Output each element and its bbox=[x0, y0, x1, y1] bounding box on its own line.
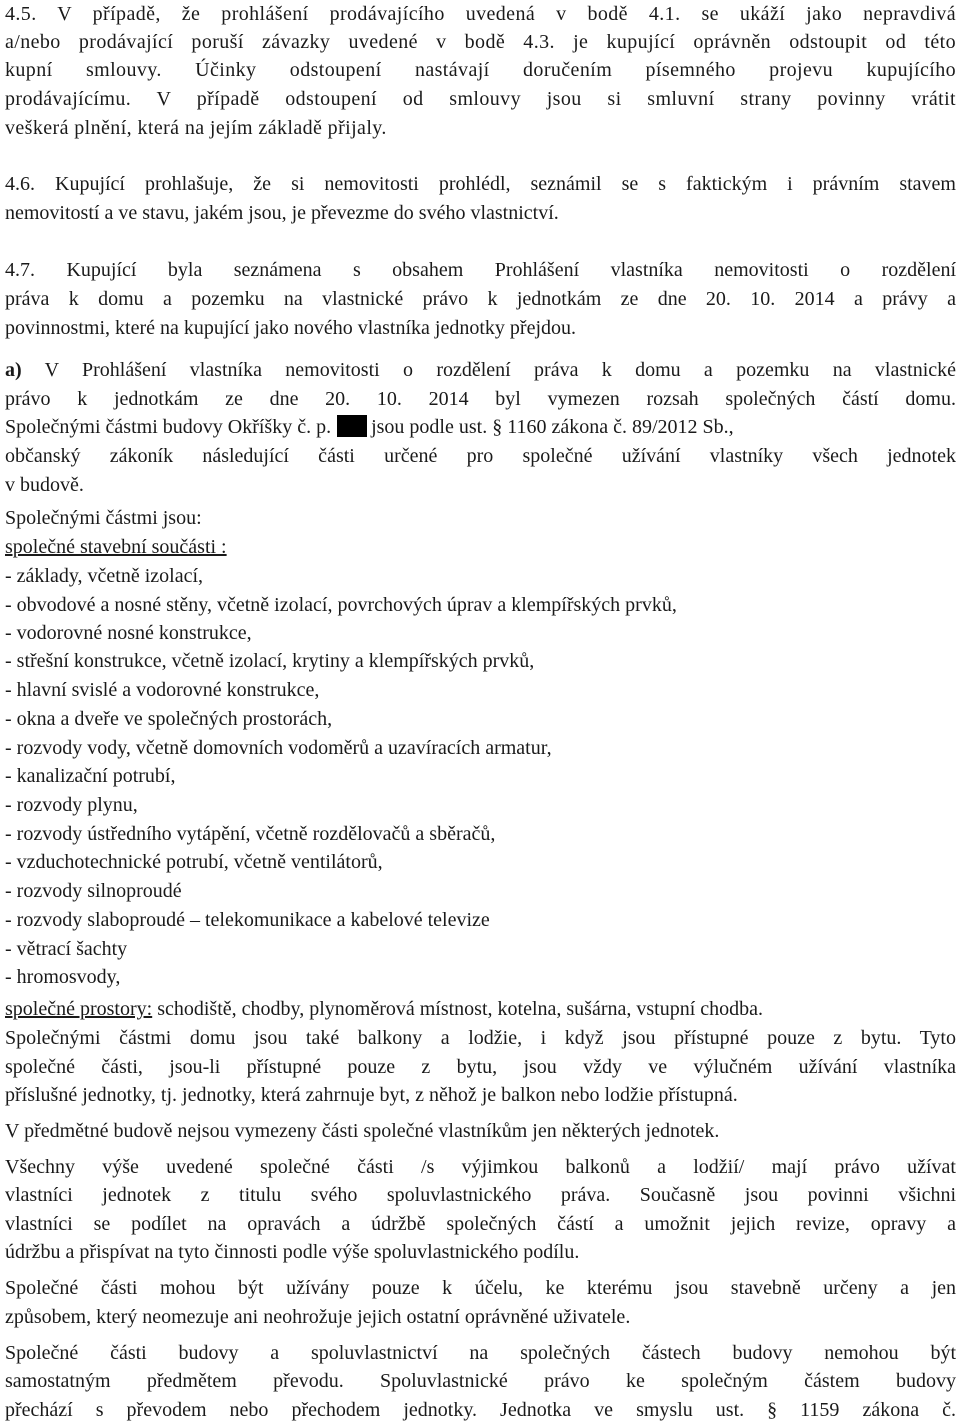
rights-line-4: údržbu a přispívat na tyto činnosti podle výše spoluvlastnického podílu. bbox=[5, 1241, 580, 1263]
balconies-line-1: Společnými částmi domu jsou také balkony a lodžie, i když jsou přístupné pouze z bytu. Tyto bbox=[5, 1027, 956, 1049]
common-spaces-text: schodiště, chodby, plynoměrová místnost, kotelna, sušárna, vstupní chodba. bbox=[152, 998, 764, 1020]
para-4-5-line-4: prodávajícímu. V případě odstoupení od smlouvy jsou si smluvní strany povinny vrátit bbox=[5, 88, 956, 110]
para-a-line-1 bbox=[5, 356, 956, 385]
balconies-line-2: společné části, jsou-li přístupné pouze z bytu, jsou vždy ve výlučném užívání vlastníka bbox=[5, 1056, 956, 1078]
list-item: - vodorovné nosné konstrukce, bbox=[5, 622, 252, 644]
list-item: - vzduchotechnické potrubí, včetně ventilátorů, bbox=[5, 851, 383, 873]
list-item: - základy, včetně izolací, bbox=[5, 565, 204, 587]
list-item: - rozvody ústředního vytápění, včetně rozdělovačů a sběračů, bbox=[5, 823, 496, 845]
rights-line-3: vlastníci se podílet na opravách a údržbě společných částí a umožnit jejich revize, opravy a bbox=[5, 1213, 956, 1235]
common-parts-intro: Společnými částmi jsou: bbox=[5, 507, 202, 529]
list-item: - větrací šachty bbox=[5, 938, 128, 960]
para-4-5-line-3: kupní smlouvy. Účinky odstoupení nastávají doručením písemného projevu kupujícího bbox=[5, 59, 956, 81]
list-item: - obvodové a nosné stěny, včetně izolací, povrchových úprav a klempířských prvků, bbox=[5, 594, 677, 616]
rights-line-2: vlastníci jednotek z titulu svého spoluvlastnického práva. Současně jsou povinni všichni bbox=[5, 1184, 956, 1206]
para-a-line-2: právo k jednotkám ze dne 20. 10. 2014 byl vymezen rozsah společných částí domu. bbox=[5, 388, 956, 410]
para-a-line-1-text: V Prohlášení vlastníka nemovitosti o rozdělení práva k domu a pozemku na vlastnické bbox=[21, 359, 956, 381]
list-item: - rozvody silnoproudé bbox=[5, 880, 182, 902]
no-limited-parts: V předmětné budově nejsou vymezeny části společné vlastníkům jen některých jednotek. bbox=[5, 1120, 720, 1142]
balconies-line-3: příslušné jednotky, tj. jednotky, která zahrnuje byt, z něhož je balkon nebo lodžie přístupná. bbox=[5, 1084, 738, 1106]
list-item: - střešní konstrukce, včetně izolací, krytiny a klempířských prvků, bbox=[5, 650, 535, 672]
construction-heading: společné stavební součásti : bbox=[5, 536, 227, 558]
list-item: - rozvody plynu, bbox=[5, 794, 138, 816]
para-a-line-3-end: jsou podle ust. § 1160 zákona č. 89/2012 Sb., bbox=[371, 416, 734, 438]
transfer-line-2: samostatným předmětem převodu. Spoluvlastnické právo ke společným částem budovy bbox=[5, 1370, 956, 1392]
para-a-line-3-start: Společnými částmi budovy Okříšky č. p. bbox=[5, 416, 332, 438]
list-item: - rozvody vody, včetně domovních vodoměrů a uzavíracích armatur, bbox=[5, 737, 552, 759]
para-4-6-line-2: nemovitostí a ve stavu, jakém jsou, je převezme do svého vlastnictví. bbox=[5, 202, 559, 224]
para-a-line-5: v budově. bbox=[5, 474, 84, 496]
para-a-line-3 bbox=[5, 413, 956, 442]
usage-line-1: Společné části mohou být užívány pouze k účelu, ke kterému jsou stavebně určeny a jen bbox=[5, 1277, 956, 1299]
list-item: - hlavní svislé a vodorovné konstrukce, bbox=[5, 679, 320, 701]
para-4-6-line-1: 4.6. Kupující prohlašuje, že si nemovitosti prohlédl, seznámil se s faktickým i právním stavem bbox=[5, 173, 956, 195]
list-item: - rozvody slaboproudé – telekomunikace a kabelové televize bbox=[5, 909, 490, 931]
para-4-7-line-1: 4.7. Kupující byla seznámena s obsahem Prohlášení vlastníka nemovitosti o rozdělení bbox=[5, 259, 956, 281]
para-4-5-line-1: 4.5. V případě, že prohlášení prodávajícího uvedená v bodě 4.1. se ukáží jako nepravdivá bbox=[5, 3, 956, 25]
para-a-line-4: občanský zákoník následující části určené pro společné užívání vlastníky všech jednotek bbox=[5, 445, 956, 467]
para-a-label: a) bbox=[5, 359, 22, 381]
para-4-5-line-2: a/nebo prodávající poruší závazky uvedené v bodě 4.3. je kupující oprávněn odstoupit od této bbox=[5, 31, 956, 53]
para-4-5-line-5: veškerá plnění, která na jejím základě přijaly. bbox=[5, 117, 387, 139]
list-item: - okna a dveře ve společných prostorách, bbox=[5, 708, 333, 730]
rights-line-1: Všechny výše uvedené společné části /s výjimkou balkonů a lodžií/ mají právo užívat bbox=[5, 1156, 956, 1178]
list-item: - hromosvody, bbox=[5, 966, 121, 988]
redaction-block bbox=[337, 415, 367, 437]
transfer-line-1: Společné části budovy a spoluvlastnictví na společných částech budovy nemohou být bbox=[5, 1342, 956, 1364]
list-item: - kanalizační potrubí, bbox=[5, 765, 176, 787]
transfer-line-3: přechází s převodem nebo přechodem jednotky. Jednotka ve smyslu ust. § 1159 zákona č. bbox=[5, 1399, 956, 1421]
usage-line-2: způsobem, který neomezuje ani neohrožuje jejich ostatní oprávněné uživatele. bbox=[5, 1306, 631, 1328]
common-spaces-line bbox=[5, 995, 956, 1024]
para-4-7-line-2: práva k domu a pozemku na vlastnické právo k jednotkám ze dne 20. 10. 2014 a právy a bbox=[5, 288, 956, 310]
para-4-7-line-3: povinnostmi, které na kupující jako nového vlastníka jednotky přejdou. bbox=[5, 317, 577, 339]
common-spaces-label: společné prostory: bbox=[5, 998, 153, 1020]
